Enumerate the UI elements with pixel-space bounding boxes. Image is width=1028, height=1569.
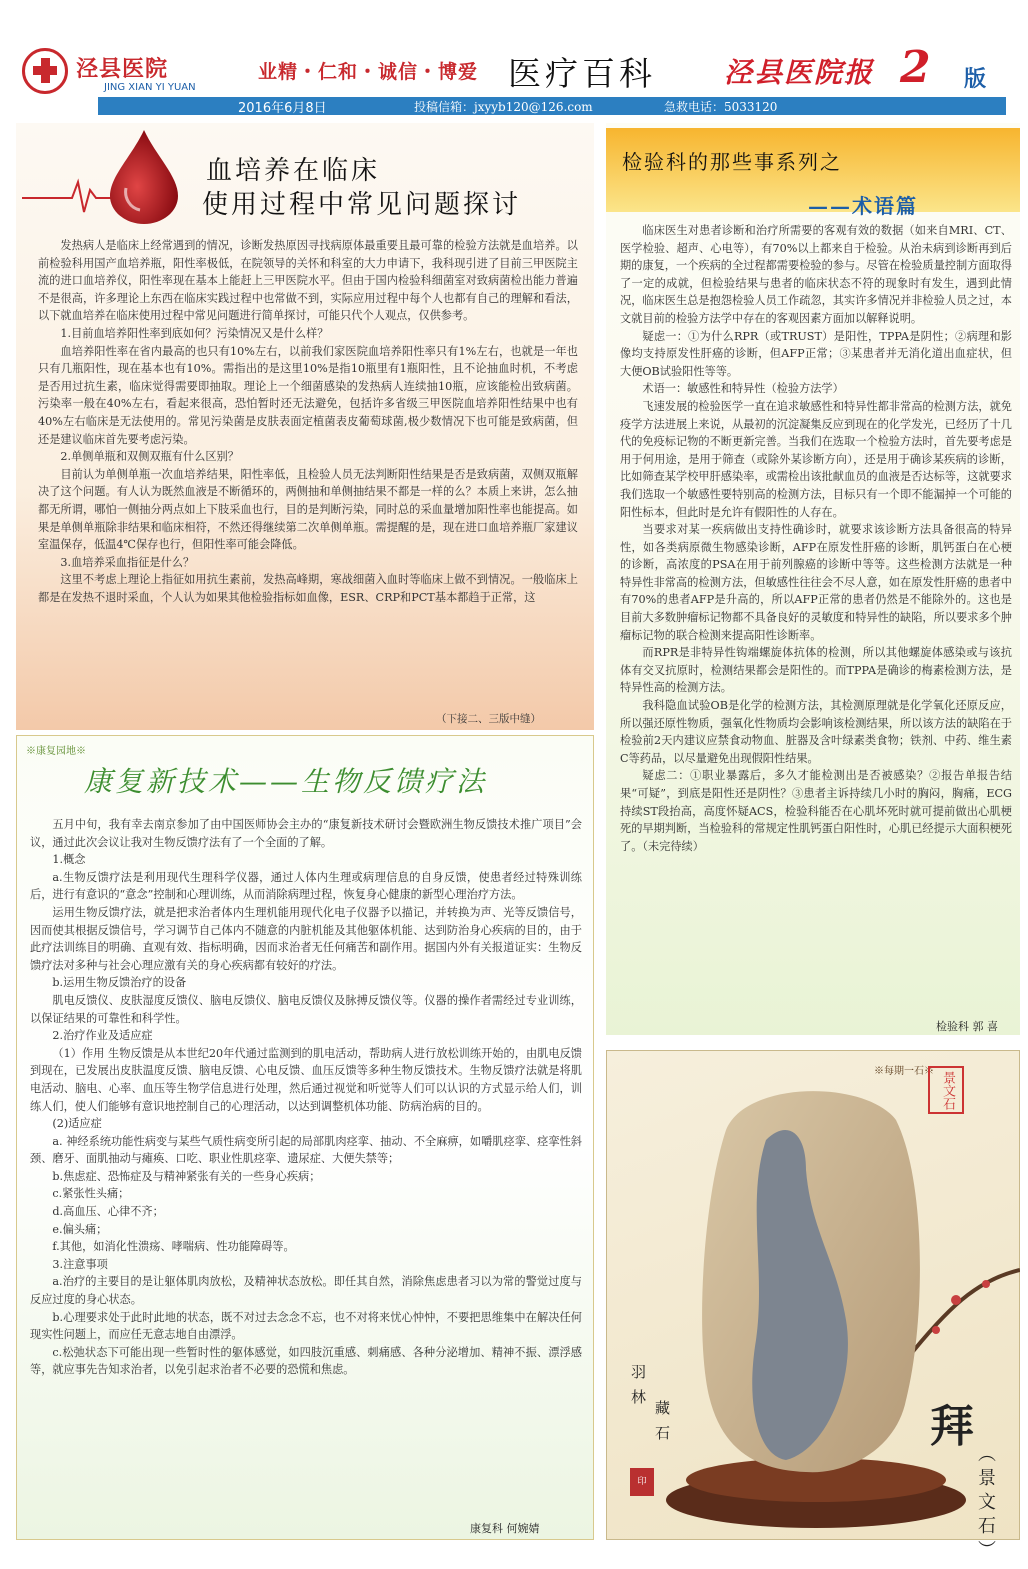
stone-name-char: 拜	[930, 1401, 974, 1452]
article2-list-item: e.偏头痛；	[52, 1222, 108, 1236]
article1-paragraph: 发热病人是临床上经常遇到的情况，诊断发热原因寻找病原体最重要且最可靠的检验方法就是血培养。以前检验科用国产血培养瓶，阳性率极低，在院领导的关怀和科室的大力申请下，我科现引进了目前三甲医院主流的进口血培养仪，阳性率现在基本上能赶上三甲医院水平。但由于国内检验科细菌室对致病菌检出能力普遍不是很高，许多理论上东西在临床实践过程中也常做不到，实际应用过程中每个人也都有自己的理解和看法，以下就血培养在临床使用过程中常见问题进行简单探讨，可能只代个人观点，仅供参考。	[38, 239, 578, 323]
article2-list-item: c.紧张性头痛；	[52, 1187, 130, 1201]
page-unit: 版	[964, 66, 987, 92]
article2-paragraph: c.松弛状态下可能出现一些暂时性的躯体感觉，如四肢沉重感、刺痛感、各种分泌增加、精神不振、漂浮感等，就应事先告知求治者，以免引起求治者不必要的恐慌和焦虑。	[30, 1345, 582, 1377]
article1-paragraph: 这里不考虑上理论上指征如用抗生素前，发热高峰期，寒战细菌入血时等临床上做不到情况。一般临床上都是在发热不退时采血，个人认为如果其他检验指标如血像，ESR、CRP和PCT基本都趋于正常，这	[38, 573, 578, 604]
article1-body	[38, 237, 578, 606]
article2-body	[30, 816, 582, 1379]
emergency-phone: 急救电话：5033120	[664, 100, 778, 114]
stone-column-label: ※每期一石※	[874, 1066, 934, 1077]
stone-name-subtitle: （景文石）	[975, 1444, 996, 1564]
submission-email: 投稿信箱：jxyyb120@126.com	[414, 100, 593, 114]
article2-paragraph: 肌电反馈仪、皮肤湿度反馈仪、脑电反馈仪、脑电反馈仪及脉搏反馈仪等。仪器的操作者需经过专业训练，以保证结果的可靠性和科学性。	[30, 993, 582, 1025]
article1-title-line1: 血培养在临床	[206, 156, 381, 186]
page-number: 2	[900, 42, 931, 93]
article1-title-line2: 使用过程中常见问题探讨	[202, 190, 522, 220]
article3-paragraph: 飞速发展的检验医学一直在追求敏感性和特异性都非常高的检测方法，就免疫学方法进展上来说，从最初的沉淀凝集反应到现在的化学发光，已经历了十几代的免疫标记物的不断更新完善。当我们在选取一个检验方法时，首先要考虑是用于何用途，是用于筛查（或除外某诊断方向），还是用于确诊某疾病的诊断，比如筛查某学校甲肝感染率，或需检出该批献血员的血液是否达标等，这就要求我们选取一个敏感性要特别高的检测方法，目标只有一个即不能漏掉一个可能的阳性标本，但此时是允许有假阳性的人存在。	[620, 399, 1012, 519]
article2-paragraph: b.心理要求处于此时此地的状态，既不对过去念念不忘，也不对将来忧心忡忡，不要把思维集中在解决任何现实性问题上，而应任无意志地自由漂浮。	[30, 1310, 582, 1342]
article1-continued-note: （下接二、三版中缝）	[436, 713, 541, 725]
article2-paragraph: 运用生物反馈疗法，就是把求治者体内生理机能用现代化电子仪器予以描记，并转换为声、光等反馈信号，因而使其根据反馈信号，学习调节自己体内不随意的内脏机能及其他躯体机能、达到防治身心疾病的目的，由于此疗法训练目的明确、直观有效、指标明确，因而求治者无任何痛苦和副作用。据国内外有关报道证实：生物反馈疗法对多种与社会心理应激有关的身心疾病都有较好的疗法。	[30, 905, 582, 972]
article3-body	[620, 222, 1012, 855]
newspaper-name: 泾县医院报	[724, 56, 875, 89]
article2-list-item: f.其他，如消化性溃疡、哮喘病、性功能障碍等。	[52, 1240, 295, 1254]
article2-title: 康复新技术——生物反馈疗法	[84, 765, 488, 798]
article2-list-item: b.焦虑症、恐怖症及与精神紧张有关的一些身心疾病；	[52, 1169, 321, 1183]
article2-heading: (2)适应症	[52, 1117, 102, 1131]
article3-paragraph: 而RPR是非特异性钩端螺旋体抗体的检测，所以其他螺旋体感染或与该抗体有交叉抗原时，检测结果都会是阳性的。而TPPA是确诊的梅素检测方法，是特异性高的检测方法。	[620, 646, 1012, 695]
article2-paragraph: a. 神经系统功能性病变与某些气质性病变所引起的局部肌肉痉挛、抽动、不全麻痹，如嚼肌痉挛、痉挛性斜颈、磨牙、面肌抽动与瘫痪、口吃、职业性肌痉挛、遗尿症、大便失禁等；	[30, 1134, 582, 1166]
article3-paragraph: 我科隐血试验OB是化学的检测方法，其检测原理就是化学氧化还原反应，所以强还原性物质，强氧化性物质均会影响该检测结果，所以该方法的缺陷在于检验前2天内建议应禁食动物血、脏器及含叶绿素类食物；铁剂、中药、维生素C等药品，以尽量避免出现假阳性结果。	[620, 699, 1012, 765]
column-label: ※康复园地※	[26, 746, 86, 757]
article3-paragraph: 当要求对某一疾病做出支持性确诊时，就要求该诊断方法具备很高的特异性，如各类病原微生物感染诊断，AFP在原发性肝癌的诊断，肌钙蛋白在心梗的诊断，高浓度的PSA在用于前列腺癌的诊断中等等。这些检测方法就是一种特异性非常高的检测方法，但敏感性往往会不尽人意，如在原发性肝癌的患者中有70%的患者AFP是升高的，所以AFP正常的患者仍然是不能除外的。这也是目前大多数肿瘤标记物都不具备良好的灵敏度和特异性的缺陷，所以要求多个肿瘤标记物的联合检测来提高阳性诊断率。	[620, 523, 1012, 642]
article1-paragraph: 目前认为单侧单瓶一次血培养结果，阳性率低，且检验人员无法判断阳性结果是否是致病菌，双侧双瓶解决了这个问题。有人认为既然血液是不断循环的，两侧抽和单侧抽结果不都是一样的么？本质上来讲，怎么抽都无所谓，哪怕一侧抽分两点如上下肢采血也行，目的是判断污染，同时总的采血量增加阳性率也能提高。如果是单侧单瓶除非结果和临床相符，不然还得继续第二次单侧单瓶。需提醒的是，现在进口血培养瓶厂家建议室温保存，低温4℃保存也行，但阳性率可能会降低。	[38, 467, 578, 552]
hospital-motto: 业精・仁和・诚信・博爱	[258, 61, 479, 83]
article1-paragraph: 血培养阳性率在省内最高的也只有10%左右，以前我们家医院血培养阳性率只有1%左右，也就是一年也只有几瓶阳性，现在基本也有10%。需指出的是这里10%是指10瓶里有1瓶阳性，且不论抽血时机，不考虑是否用过抗生素，临床觉得需要即抽取。理论上一个细菌感染的发热病人连续抽10瓶，应该能检出致病菌。污染率一般在40%左右，看起来很高，恐怕暂时还无法避免，包括许多省级三甲医院血培养阳性结果中也有40%左右临床是无法使用的。常见污染菌是皮肤表面定植菌表皮葡萄球菌,极少数情况下也可能是致病菌，但还是建议临床首先要考虑污染。	[38, 344, 578, 446]
article2-paragraph: a.治疗的主要目的是让躯体肌肉放松，及精神状态放松。即任其自然，消除焦虑患者习以为常的警觉过度与反应过度的身心状态。	[30, 1275, 582, 1307]
collector-name: 羽林	[629, 1364, 647, 1414]
article2-heading: 2.治疗作业及适应症	[52, 1029, 153, 1043]
article1-question: 3.血培养采血指征是什么？	[60, 555, 195, 569]
article3-subtitle: ——术语篇	[808, 194, 918, 218]
collector-label: 藏石	[653, 1400, 671, 1450]
article3-paragraph: 临床医生对患者诊断和治疗所需要的客观有效的数据（如来自MRI、CT、医学检验、超声、心电等），有70%以上都来自于检验。从治未病到诊断再到后期的康复，一个疾病的全过程都需要检验的参与。尽管在检验质量控制方面取得了一定的成就，但检验结果与患者的临床状态不符的现象时有发生，遇到此情况，临床医生总是抱怨检验人员工作疏忽，其实许多情况并非检验人员之过，本文就目前的检验方法学中存在的客观因素方面加以解释说明。	[620, 224, 1012, 325]
article2-heading: 3.注意事项	[52, 1257, 108, 1271]
article2-paragraph: 五月中旬，我有幸去南京参加了由中国医师协会主办的“康复新技术研讨会暨欧洲生物反馈技术推广项目”会议，通过此次会议让我对生物反馈疗法有了一个全面的了解。	[30, 818, 582, 849]
article3-series-title: 检验科的那些事系列之	[622, 150, 842, 174]
article2-heading: 1.概念	[52, 853, 86, 867]
article2-author: 康复科 何婉婧	[470, 1522, 540, 1535]
stone-seal-stamp: 景文石	[928, 1066, 964, 1114]
issue-date: 2016年6月8日	[238, 101, 327, 116]
article3-paragraph: 疑虑二：①职业暴露后，多久才能检测出是否被感染？②报告单报告结果“可疑”，到底是阳性还是阴性？③患者主诉持续几小时的胸闷，胸痛，ECG持续ST段抬高，高度怀疑ACS，检验科能否在心肌坏死时就可提前做出心肌梗死的早期判断，当检验科的常规定性肌钙蛋白阳性时，心肌已经提示大面积梗死了。（未完待续）	[620, 769, 1012, 853]
article1-question: 2.单侧单瓶和双侧双瓶有什么区别？	[60, 450, 239, 464]
article3-author: 检验科 郭 喜	[936, 1020, 998, 1033]
article3-heading: 术语一：敏感性和特异性（检验方法学）	[642, 382, 844, 396]
article2-paragraph: （1）作用 生物反馈是从本世纪20年代通过监测到的肌电活动，帮助病人进行放松训练开始的，由肌电反馈到现在，已发展出皮肤温度反馈、脑电反馈、心电反馈、血压反馈等多种生物反馈技术。生物反馈疗法就是将肌电活动、脑电、心率、血压等生物学信息进行处理，然后通过视觉和听觉等人们可以认识的方式显示给人们，训练人们，使人们能够有意识地控制自己的心理活动，以达到调整机体功能、防病治病的目的。	[30, 1046, 582, 1113]
article1-question: 1.目前血培养阳性率到底如何？污染情况又是什么样？	[60, 326, 329, 340]
collector-seal: 印	[630, 1468, 654, 1496]
section-title: 医疗百科	[508, 54, 656, 93]
article3-paragraph: 疑虑一：①为什么RPR（或TRUST）是阳性，TPPA是阴性；②病理和影像均支持原发性肝癌的诊断，但AFP正常；③某患者并无消化道出血症状，但大便OB试验阳性等等。	[620, 329, 1012, 378]
article2-heading: b.运用生物反馈治疗的设备	[52, 976, 187, 990]
hospital-name: 泾县医院	[76, 57, 169, 82]
stone-photo	[606, 1060, 1020, 1540]
blood-drop-icon	[104, 126, 184, 226]
article2-list-item: d.高血压、心律不齐；	[52, 1205, 164, 1219]
hospital-pinyin: JING XIAN YI YUAN	[104, 82, 196, 93]
article2-paragraph: a.生物反馈疗法是利用现代生理科学仪器，通过人体内生理或病理信息的自身反馈，使患者经过特殊训练后，进行有意识的“意念”控制和心理训练，从而消除病理过程，恢复身心健康的新型心理治疗方法。	[30, 870, 582, 902]
logo-cross-icon-vertical	[41, 58, 50, 83]
